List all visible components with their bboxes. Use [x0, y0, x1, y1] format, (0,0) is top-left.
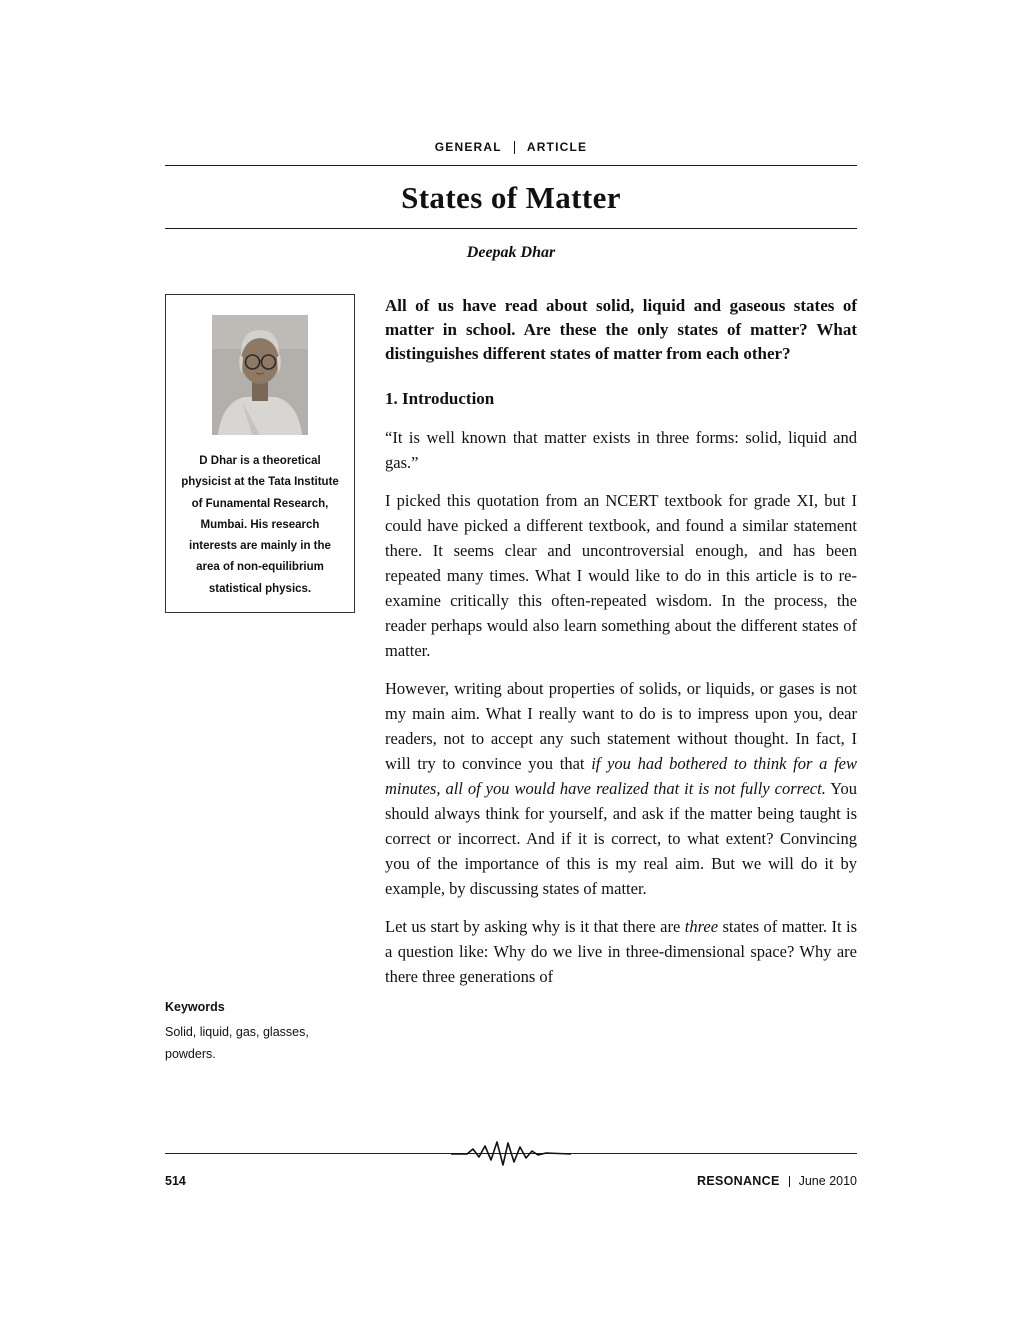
kicker-left-label: GENERAL — [434, 140, 502, 154]
article-title: States of Matter — [401, 180, 621, 215]
paragraph-3-italic: if you had bothered to think for a few minutes, all of you would have realized that it is not fully correct. — [385, 754, 857, 798]
paragraph-4-text-before: Let us start by asking why is it that there are — [385, 917, 685, 936]
article-kicker — [165, 140, 857, 154]
author-bio-card — [165, 294, 355, 613]
keywords-text: Solid, liquid, gas, glasses, powders. — [165, 1025, 309, 1062]
left-sidebar — [165, 294, 355, 1084]
footer-separator — [789, 1176, 790, 1187]
article-author: Deepak Dhar — [466, 244, 556, 261]
main-text-column — [385, 294, 857, 1084]
paragraph-2: I picked this quotation from an NCERT textbook for grade XI, but I could have picked a different textbook, and found a similar statement there. It seems clear and uncontroversial enough, and has been repeated many times. What I would like to do in this article is to re-examine critically this often-repeated wisdom. In the process, the reader perhaps would also learn something about the different states of matter. — [385, 491, 857, 660]
paragraph-4-text-after: states of matter. It is a question like: Why do we live in three-dimensional space? Why are there three generations of — [385, 917, 857, 986]
title-rule — [165, 228, 857, 229]
waveform-squiggle-icon — [451, 1138, 571, 1170]
author-photo — [212, 315, 308, 435]
author-bio-text: D Dhar is a theoretical physicist at the Tata Institute of Funamental Research, Mumbai. His research interests are mainly in the area of non-equilibrium statistical physics. — [181, 455, 339, 595]
paragraph-3-text-after: You should always think for yourself, and ask if the matter being taught is correct or incorrect. And if it is correct, to what extent? Convincing you of the importance of this is my real aim. But we will do it by example, by discussing states of matter. — [385, 779, 858, 898]
author-photo-image — [212, 315, 308, 435]
top-rule — [165, 165, 857, 166]
paragraph-4 — [385, 914, 857, 989]
footer-rule-wrap — [165, 1138, 857, 1170]
footer-text-row — [165, 1174, 857, 1188]
kicker-right-label: ARTICLE — [526, 140, 588, 154]
article-body — [165, 294, 857, 1084]
journal-footer — [697, 1174, 857, 1188]
paragraph-4-italic: three — [684, 917, 719, 936]
kicker-separator — [514, 141, 515, 154]
issue-date: June 2010 — [798, 1174, 857, 1188]
keywords-label: Keywords — [165, 1000, 225, 1015]
paragraph-3 — [385, 676, 857, 901]
journal-name: RESONANCE — [697, 1174, 780, 1188]
paragraph-quote: “It is well known that matter exists in three forms: solid, liquid and gas.” — [385, 428, 857, 472]
page-number: 514 — [165, 1174, 186, 1188]
section-heading-introduction: 1. Introduction — [385, 389, 495, 408]
keywords-block — [165, 1000, 355, 1066]
article-abstract: All of us have read about solid, liquid and gaseous states of matter in school. Are these the only states of matter? What distinguishes different states of matter from each other? — [385, 296, 857, 363]
page-footer — [165, 1138, 857, 1188]
paragraph-3-text-before: However, writing about properties of solids, or liquids, or gases is not my main aim. What I really want to do is to impress upon you, dear readers, not to accept any such statement without thought. In fact, I will try to convince you that — [385, 679, 857, 773]
